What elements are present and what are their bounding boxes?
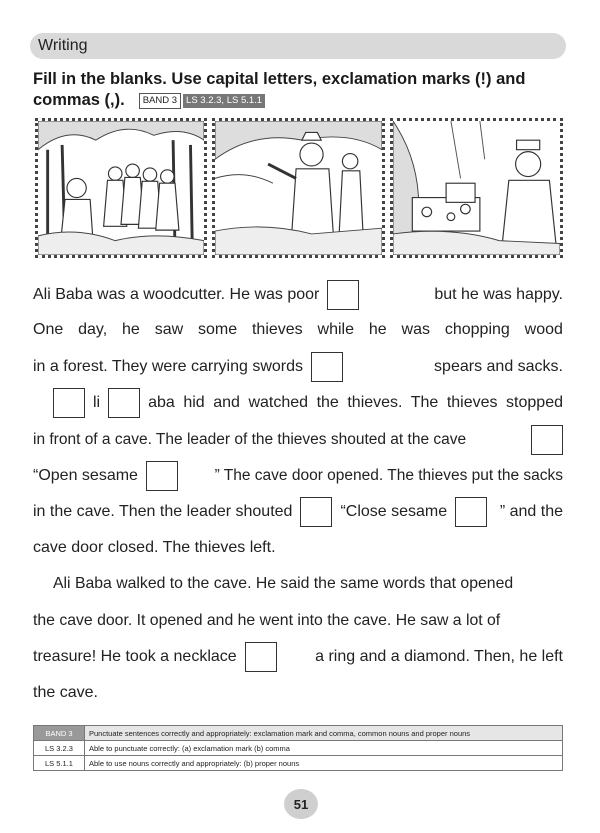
section-title: Writing bbox=[38, 37, 88, 54]
criteria-table bbox=[33, 725, 563, 771]
story-text: the cave. bbox=[33, 684, 98, 701]
story-text: ” The cave door opened. The thieves put the sacks bbox=[214, 467, 563, 484]
story-text: in front of a cave. The leader of the thieves shouted at the cave bbox=[33, 431, 467, 448]
story-line-11 bbox=[33, 642, 563, 672]
story-word: saw bbox=[154, 321, 184, 338]
story-line-7 bbox=[33, 497, 563, 527]
table-row bbox=[34, 726, 563, 741]
blank-7[interactable] bbox=[300, 497, 332, 527]
page-number: 51 bbox=[293, 796, 309, 812]
story-line-1 bbox=[33, 280, 563, 310]
table-row bbox=[34, 741, 563, 756]
story-text: a ring and a diamond. Then, he left bbox=[315, 648, 563, 665]
story-line-8 bbox=[33, 533, 563, 563]
criteria-desc: Able to use nouns correctly and appropriately: (b) proper nouns bbox=[85, 756, 563, 771]
story-text: li bbox=[93, 394, 101, 411]
blank-8[interactable] bbox=[455, 497, 487, 527]
story-text: in the cave. Then the leader shouted bbox=[33, 503, 293, 520]
story-line-10 bbox=[33, 606, 563, 636]
story-word: One bbox=[33, 321, 64, 338]
ls-tag: LS 3.2.3, LS 5.1.1 bbox=[183, 94, 265, 108]
story-text: but he was happy. bbox=[434, 286, 563, 303]
story-line-5 bbox=[33, 425, 563, 455]
story-line-12 bbox=[33, 678, 563, 708]
story-text: Ali Baba was a woodcutter. He was poor bbox=[33, 286, 320, 303]
story-text: ” and the bbox=[499, 503, 563, 520]
story-word: day, bbox=[78, 321, 108, 338]
story-text: cave door closed. The thieves left. bbox=[33, 539, 276, 556]
story-word: wood bbox=[524, 321, 563, 338]
illustration-leader-at-cave bbox=[212, 118, 385, 258]
story-word: some bbox=[198, 321, 238, 338]
story-line-2 bbox=[33, 315, 563, 345]
criteria-code: LS 3.2.3 bbox=[34, 741, 85, 756]
story-text: spears and sacks. bbox=[434, 358, 563, 375]
table-row bbox=[34, 756, 563, 771]
story-line-6 bbox=[33, 461, 563, 491]
blank-6[interactable] bbox=[146, 461, 178, 491]
blank-4[interactable] bbox=[108, 388, 140, 418]
story-line-4 bbox=[33, 388, 563, 418]
instruction-line-1: Fill in the blanks. Use capital letters, exclamation marks (!) and bbox=[33, 70, 526, 88]
criteria-desc: Punctuate sentences correctly and appropriately: exclamation mark and comma, common nouns and proper nouns bbox=[85, 726, 563, 741]
story-word: while bbox=[317, 321, 355, 338]
story-text: “Close sesame bbox=[340, 503, 448, 520]
story-text: treasure! He took a necklace bbox=[33, 648, 237, 665]
page-number-badge bbox=[284, 789, 318, 819]
band-tag: BAND 3 bbox=[139, 93, 181, 109]
story-text: “Open sesame bbox=[33, 467, 138, 484]
story-word: thieves bbox=[251, 321, 303, 338]
blank-9[interactable] bbox=[245, 642, 277, 672]
story-word: was bbox=[401, 321, 430, 338]
criteria-desc: Able to punctuate correctly: (a) exclamation mark (b) comma bbox=[85, 741, 563, 756]
story-text: aba hid and watched the thieves. The thieves stopped bbox=[148, 394, 563, 411]
criteria-code: LS 5.1.1 bbox=[34, 756, 85, 771]
blank-2[interactable] bbox=[311, 352, 343, 382]
instruction-text: commas (,). bbox=[33, 91, 125, 109]
story-line-9 bbox=[53, 569, 563, 599]
story-text: Ali Baba walked to the cave. He said the same words that opened bbox=[53, 575, 514, 592]
blank-1[interactable] bbox=[327, 280, 359, 310]
story-word: he bbox=[368, 321, 387, 338]
section-header bbox=[30, 33, 566, 59]
illustration-ali-baba-treasure bbox=[390, 118, 563, 258]
illustration-thieves-in-forest bbox=[35, 118, 207, 258]
blank-3[interactable] bbox=[53, 388, 85, 418]
criteria-code: BAND 3 bbox=[34, 726, 85, 741]
story-word: he bbox=[122, 321, 140, 338]
blank-5[interactable] bbox=[531, 425, 563, 455]
instruction-line-2 bbox=[33, 91, 265, 110]
story-line-3 bbox=[33, 352, 563, 382]
story-text: the cave door. It opened and he went into the cave. He saw a lot of bbox=[33, 612, 501, 629]
story-text: in a forest. They were carrying swords bbox=[33, 358, 304, 375]
story-word: chopping bbox=[444, 321, 510, 338]
